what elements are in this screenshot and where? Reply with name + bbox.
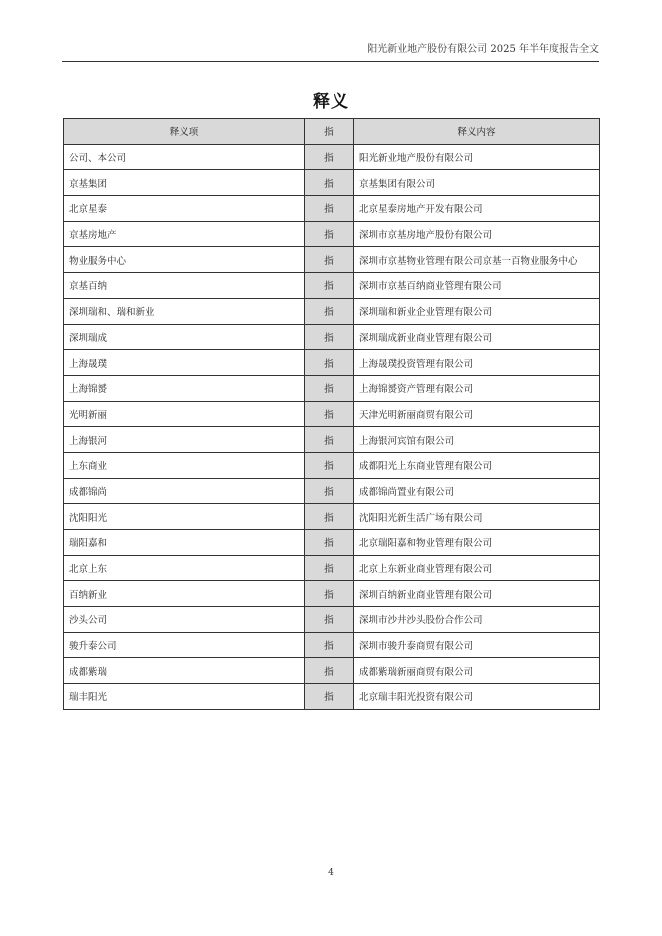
table-row [64, 196, 600, 222]
definition-cell: 沈阳阳光新生活广场有限公司 [354, 504, 600, 530]
column-header-definition: 释义内容 [354, 119, 600, 145]
definition-cell: 深圳瑞成新业商业管理有限公司 [354, 324, 600, 350]
table-row [64, 555, 600, 581]
refers-to-cell: 指 [305, 350, 354, 376]
table-body [64, 144, 600, 709]
table-row [64, 632, 600, 658]
table-row [64, 221, 600, 247]
refers-to-cell: 指 [305, 144, 354, 170]
refers-to-cell: 指 [305, 478, 354, 504]
definition-cell: 京基集团有限公司 [354, 170, 600, 196]
table-row [64, 350, 600, 376]
term-cell: 上海银河 [64, 427, 305, 453]
term-cell: 沈阳阳光 [64, 504, 305, 530]
refers-to-cell: 指 [305, 170, 354, 196]
refers-to-cell: 指 [305, 401, 354, 427]
table-header-row [64, 119, 600, 145]
term-cell: 北京上东 [64, 555, 305, 581]
definition-cell: 深圳百纳新业商业管理有限公司 [354, 581, 600, 607]
table-row [64, 401, 600, 427]
definition-cell: 北京上东新业商业管理有限公司 [354, 555, 600, 581]
term-cell: 京基房地产 [64, 221, 305, 247]
term-cell: 物业服务中心 [64, 247, 305, 273]
table-row [64, 298, 600, 324]
term-cell: 骏升泰公司 [64, 632, 305, 658]
term-cell: 瑞阳嘉和 [64, 530, 305, 556]
refers-to-cell: 指 [305, 658, 354, 684]
definition-cell: 深圳瑞和新业企业管理有限公司 [354, 298, 600, 324]
refers-to-cell: 指 [305, 555, 354, 581]
column-header-term: 释义项 [64, 119, 305, 145]
table-row [64, 427, 600, 453]
definition-cell: 北京瑞丰阳光投资有限公司 [354, 684, 600, 710]
page-header-text: 阳光新业地产股份有限公司 2025 年半年度报告全文 [367, 44, 599, 55]
refers-to-cell: 指 [305, 530, 354, 556]
refers-to-cell: 指 [305, 298, 354, 324]
term-cell: 沙头公司 [64, 607, 305, 633]
refers-to-cell: 指 [305, 607, 354, 633]
term-cell: 成都锦尚 [64, 478, 305, 504]
definition-cell: 成都紫瑞新丽商贸有限公司 [354, 658, 600, 684]
term-cell: 光明新丽 [64, 401, 305, 427]
table-row [64, 658, 600, 684]
definition-cell: 成都锦尚置业有限公司 [354, 478, 600, 504]
term-cell: 京基集团 [64, 170, 305, 196]
table-row [64, 504, 600, 530]
term-cell: 百纳新业 [64, 581, 305, 607]
definition-cell: 北京瑞阳嘉和物业管理有限公司 [354, 530, 600, 556]
definitions-table [63, 118, 600, 710]
refers-to-cell: 指 [305, 504, 354, 530]
column-header-mid: 指 [305, 119, 354, 145]
table-row [64, 247, 600, 273]
refers-to-cell: 指 [305, 684, 354, 710]
term-cell: 上东商业 [64, 452, 305, 478]
term-cell: 北京星泰 [64, 196, 305, 222]
table-row [64, 684, 600, 710]
table-row [64, 530, 600, 556]
table-row [64, 170, 600, 196]
term-cell: 公司、本公司 [64, 144, 305, 170]
refers-to-cell: 指 [305, 196, 354, 222]
term-cell: 瑞丰阳光 [64, 684, 305, 710]
refers-to-cell: 指 [305, 452, 354, 478]
definition-cell: 深圳市骏升泰商贸有限公司 [354, 632, 600, 658]
refers-to-cell: 指 [305, 581, 354, 607]
table-row [64, 478, 600, 504]
term-cell: 成都紫瑞 [64, 658, 305, 684]
table-row [64, 375, 600, 401]
refers-to-cell: 指 [305, 324, 354, 350]
table-row [64, 581, 600, 607]
definition-cell: 天津光明新丽商贸有限公司 [354, 401, 600, 427]
definition-cell: 深圳市京基房地产股份有限公司 [354, 221, 600, 247]
term-cell: 上海晟璞 [64, 350, 305, 376]
page-title: 释义 [313, 92, 349, 112]
definition-cell: 上海锦赟资产管理有限公司 [354, 375, 600, 401]
page-number: 4 [328, 868, 334, 878]
definition-cell: 深圳市沙井沙头股份合作公司 [354, 607, 600, 633]
table-row [64, 324, 600, 350]
term-cell: 深圳瑞和、瑞和新业 [64, 298, 305, 324]
refers-to-cell: 指 [305, 375, 354, 401]
table-row [64, 273, 600, 299]
term-cell: 上海锦赟 [64, 375, 305, 401]
refers-to-cell: 指 [305, 221, 354, 247]
refers-to-cell: 指 [305, 632, 354, 658]
definition-cell: 深圳市京基物业管理有限公司京基一百物业服务中心 [354, 247, 600, 273]
term-cell: 京基百纳 [64, 273, 305, 299]
table-row [64, 607, 600, 633]
term-cell: 深圳瑞成 [64, 324, 305, 350]
refers-to-cell: 指 [305, 247, 354, 273]
definition-cell: 深圳市京基百纳商业管理有限公司 [354, 273, 600, 299]
page-header [62, 44, 599, 62]
definition-cell: 上海银河宾馆有限公司 [354, 427, 600, 453]
definition-cell: 阳光新业地产股份有限公司 [354, 144, 600, 170]
table-row [64, 144, 600, 170]
table-row [64, 452, 600, 478]
definition-cell: 成都阳光上东商业管理有限公司 [354, 452, 600, 478]
definition-cell: 北京星泰房地产开发有限公司 [354, 196, 600, 222]
definition-cell: 上海晟璞投资管理有限公司 [354, 350, 600, 376]
refers-to-cell: 指 [305, 427, 354, 453]
refers-to-cell: 指 [305, 273, 354, 299]
